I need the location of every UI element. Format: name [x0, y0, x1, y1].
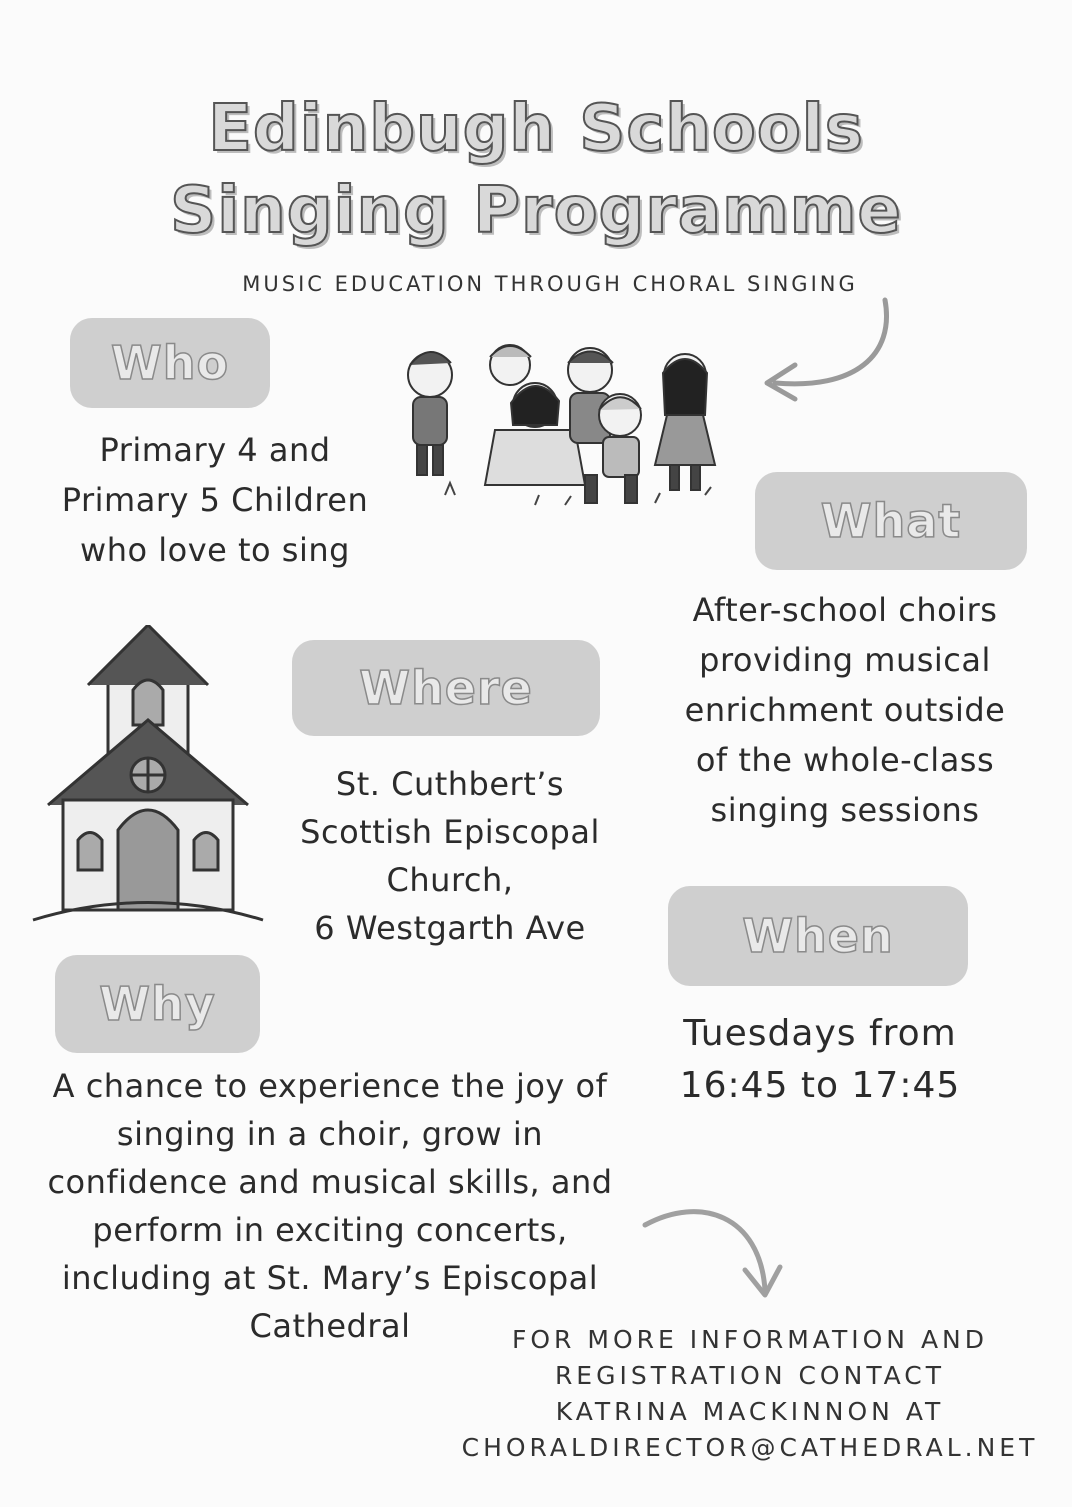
what-line: enrichment outside	[684, 691, 1006, 729]
who-text	[25, 425, 405, 575]
who-line: who love to sing	[80, 531, 350, 569]
why-label: Why	[55, 955, 260, 1053]
what-text	[650, 585, 1040, 835]
what-line: After-school choirs	[692, 591, 998, 629]
contact-line: KATRINA MACKINNON AT	[555, 1397, 945, 1426]
children-illustration	[385, 335, 735, 515]
why-line: singing in a choir, grow in	[116, 1115, 544, 1153]
contact-line: FOR MORE INFORMATION AND	[512, 1325, 988, 1354]
who-line: Primary 4 and	[99, 431, 331, 469]
what-line: singing sessions	[710, 791, 980, 829]
contact-line: REGISTRATION CONTACT	[554, 1361, 946, 1390]
why-line: perform in exciting concerts,	[92, 1211, 568, 1249]
who-label: Who	[70, 318, 270, 408]
why-text	[20, 1062, 640, 1350]
down-arrow-icon	[640, 1195, 790, 1315]
when-line: 16:45 to 17:45	[679, 1065, 961, 1106]
title-line-1: Edinbugh Schools	[208, 92, 864, 166]
church-illustration	[28, 625, 268, 925]
what-label: What	[755, 472, 1027, 570]
what-line: of the whole-class	[695, 741, 995, 779]
curved-arrow-icon	[745, 295, 905, 415]
contact-info	[440, 1322, 1060, 1466]
subtitle: MUSIC EDUCATION THROUGH CHORAL SINGING	[242, 272, 858, 296]
who-line: Primary 5 Children	[61, 481, 369, 519]
why-line: confidence and musical skills, and	[47, 1163, 613, 1201]
when-label: When	[668, 886, 968, 986]
where-line: St. Cuthbert’s	[335, 765, 565, 803]
when-line: Tuesdays from	[683, 1013, 957, 1054]
what-line: providing musical	[699, 641, 991, 679]
title-line-2: Singing Programme	[170, 174, 902, 248]
where-line: Church,	[386, 861, 514, 899]
where-text	[255, 760, 645, 952]
why-line: including at St. Mary’s Episcopal	[61, 1259, 599, 1297]
where-line: Scottish Episcopal	[300, 813, 600, 851]
where-label: Where	[292, 640, 600, 736]
when-text	[625, 1008, 1015, 1112]
contact-email[interactable]: CHORALDIRECTOR@CATHEDRAL.NET	[461, 1433, 1039, 1462]
why-line: A chance to experience the joy of	[52, 1067, 608, 1105]
where-line: 6 Westgarth Ave	[314, 909, 586, 947]
why-line: Cathedral	[249, 1307, 411, 1345]
